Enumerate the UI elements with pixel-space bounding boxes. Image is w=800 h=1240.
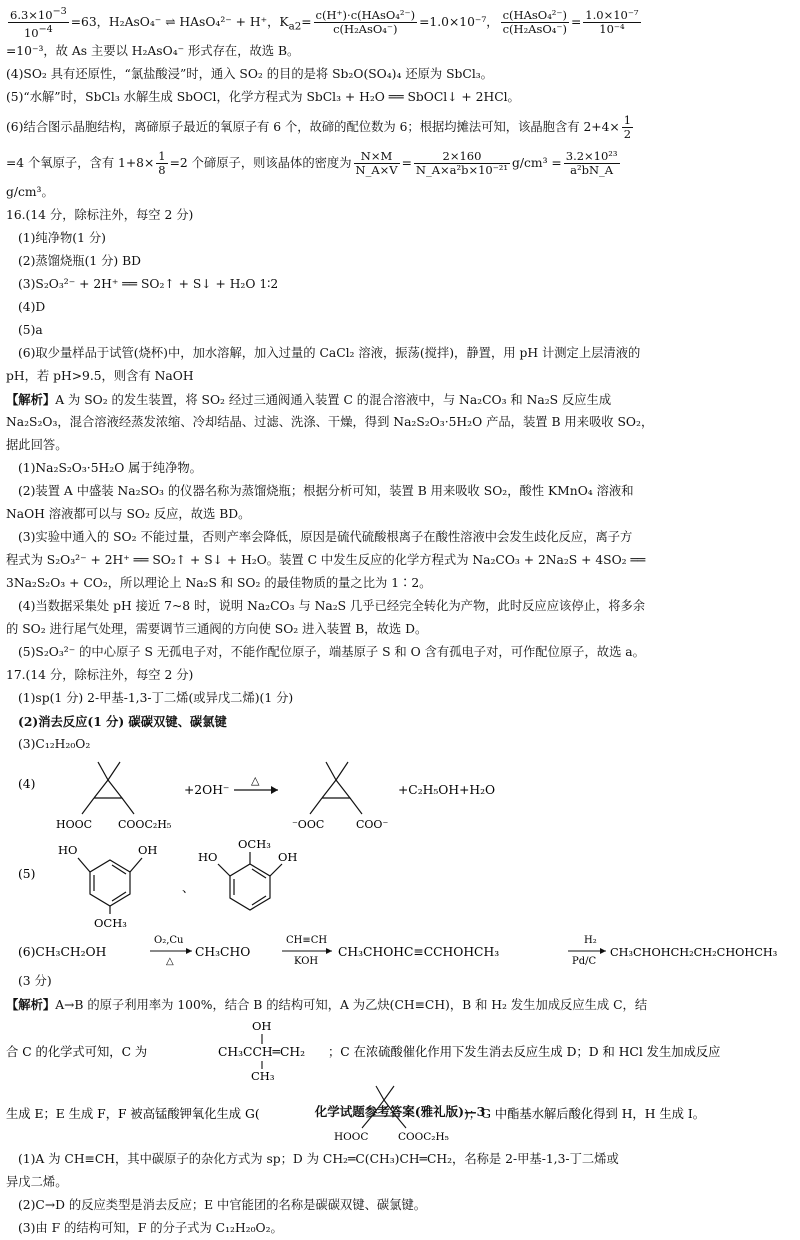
q17-answer-4 — [6, 756, 794, 834]
frac-num: 6.3×10 — [10, 8, 53, 22]
density-text: =2 个碲原子，则该晶体的密度为 — [169, 156, 352, 170]
frac-den-sup: −4 — [38, 24, 53, 35]
sec15-line5 — [6, 109, 794, 145]
frac-den: 10 — [23, 25, 39, 40]
oh-label: OH — [138, 843, 158, 857]
q17-analysis-2 — [6, 1016, 794, 1082]
frac-den: 2 — [623, 127, 632, 141]
q17-explain-1b: 异戊二烯。 — [6, 1175, 68, 1189]
q17-explain-3: (3)由 F 的结构可知，F 的分子式为 C₁₂H₂₀O₂。 — [18, 1221, 283, 1235]
fraction-ratio2 — [501, 9, 569, 36]
q16-answer-6a: (6)取少量样品于试管(烧杯)中，加水溶解，加入过量的 CaCl₂ 溶液，振荡(搅拌)，静置，用 pH 计测定上层清液的 — [18, 346, 641, 360]
cond3-bottom: Pd/C — [572, 956, 597, 967]
analysis-g-text: 生成 E；E 生成 F，F 被高锰酸钾氧化生成 G( — [6, 1107, 260, 1121]
q16-analysis-1 — [6, 388, 794, 411]
q16-answer-6b: pH，若 pH>9.5，则含有 NaOH — [6, 369, 194, 383]
ho-label: HO — [198, 850, 218, 864]
frac-den: N_A×V — [355, 163, 398, 177]
q16-explain-2a: (2)装置 A 中盛装 Na₂SO₃ 的仪器名称为蒸馏烧瓶；根据分析可知，装置 B 用来吸收 SO₂，酸性 KMnO₄ 溶液和 — [18, 484, 634, 498]
ka2-sub: a2 — [288, 20, 302, 33]
cond2-bottom: KOH — [294, 956, 319, 967]
sec15-line4: (5)“水解”时，SbCl₃ 水解生成 SbOCl，化学方程式为 SbCl₃ + H₂O ══ SbOCl↓ + 2HCl。 — [6, 90, 520, 104]
frac-num-sup: −3 — [52, 6, 67, 18]
answer-4-label: (4) — [18, 777, 36, 791]
fraction-density2 — [414, 150, 510, 177]
q16-explain-1: (1)Na₂S₂O₃·5H₂O 属于纯净物。 — [18, 461, 202, 475]
q16-analysis-3: 据此回答。 — [6, 438, 68, 452]
isomers-5-svg — [6, 834, 426, 930]
g-ester: COOC₂H₅ — [398, 1131, 449, 1143]
equilibrium-text: =63，H₂AsO₄⁻ ⇌ HAsO₄²⁻ + H⁺，K — [70, 15, 289, 29]
oh-label: OH — [278, 850, 298, 864]
frac-den: c(H₂AsO₄⁻) — [333, 22, 398, 36]
benzene-ring-1 — [78, 858, 142, 914]
fraction-density1 — [354, 150, 400, 177]
arrow-head — [271, 786, 278, 794]
c-formula: CH₃CCH═CH₂ — [218, 1045, 306, 1059]
frac-den: c(H₂AsO₄⁻) — [502, 22, 567, 36]
q16-analysis-2: Na₂S₂O₃，混合溶液经蒸发浓缩、冷却结晶、过滤、洗涤、干燥，得到 Na₂S₂O₃·5H₂O 产品，装置 B 用来吸收 SO₂， — [6, 415, 654, 429]
q17-answer-2: (2)消去反应(1 分) 碳碳双键、碳氯键 — [18, 714, 227, 729]
analysis-c-text2: ；C 在浓硫酸催化作用下发生消去反应生成 D；D 和 HCl 发生加成反应 — [328, 1045, 721, 1059]
cond1-bottom: △ — [166, 956, 174, 967]
sec15-line3: (4)SO₂ 具有还原性，“氯盐酸浸”时，通入 SO₂ 的目的是将 Sb₂O(SO₄)₄ 还原为 SbCl₃。 — [6, 67, 493, 81]
q17-answer-1: (1)sp(1 分) 2-甲基-1,3-丁二烯(或异戊二烯)(1 分) — [18, 691, 294, 705]
fraction-density3 — [564, 150, 620, 177]
frac-num: 1 — [158, 149, 166, 163]
carboxylate-left: ⁻OOC — [292, 818, 325, 831]
q16-answer-2: (2)蒸馏烧瓶(1 分) BD — [18, 254, 142, 268]
q16-explain-3c: 3Na₂S₂O₃ + CO₂，所以理论上 Na₂S 和 SO₂ 的最佳物质的量之比为 1∶2。 — [6, 576, 432, 590]
analysis-g-text2: )；G 中酯基水解后酸化得到 H，H 生成 I。 — [464, 1107, 706, 1121]
analysis-c-text: 合 C 的化学式可知，C 为 — [6, 1045, 148, 1059]
frac-den: 8 — [158, 163, 166, 177]
och3-label: OCH₃ — [238, 837, 271, 851]
sec15-line1: $\frac{6.3\times 10^{-3}}{10^{-4}}$ =63，H₂AsO₄⁻ ⇌ HAsO₄²⁻ + H⁺，$K_{a2}=$ $\frac{\text{c(H⁺)·c(HAsO₄²⁻)}}{\text{c(H₂AsO₄⁻)}}$ =1.0×10⁻⁷， $\frac{\text{c(HAsO₄²⁻)}}{\text{c(H₂AsO₄⁻)}}$ = $\frac{\text{1.0×10⁻⁷}}{\text{10⁻⁴}}$ — [10, 6, 639, 40]
acetaldehyde: CH₃CHO — [195, 945, 251, 959]
fraction-ratio3 — [583, 9, 640, 36]
arrow3-head — [600, 948, 606, 954]
frac-num: 2×160 — [414, 150, 510, 164]
g-hooc: HOOC — [334, 1131, 369, 1143]
cond1-top: O₂,Cu — [154, 935, 184, 946]
alkynediol: CH₃CHOHC≡CCHOHCH₃ — [338, 945, 500, 959]
c-oh-label: OH — [252, 1019, 272, 1033]
q17-answer-3: (3)C₁₂H₂₀O₂ — [18, 737, 91, 751]
och3-label: OCH₃ — [94, 916, 127, 930]
cyclopropane-ester — [82, 762, 134, 814]
fraction-ka2 — [314, 9, 418, 36]
analysis-text: A→B 的原子利用率为 100%，结合 B 的结构可知，A 为乙炔(CH≡CH)，B 和 H₂ 发生加成反应生成 C，结 — [55, 998, 648, 1012]
crystal-text2: =4 个氧原子，含有 1+8× — [6, 156, 155, 170]
analysis-tag: 【解析】 — [6, 997, 56, 1012]
hexanediol: CH₃CHOHCH₂CH₂CHOHCH₃ — [610, 946, 778, 959]
arrow2-head — [326, 948, 332, 954]
q16-answer-4: (4)D — [18, 300, 46, 314]
carboxylate-right: COO⁻ — [356, 818, 389, 831]
frac-num: 1 — [623, 113, 632, 127]
reaction-4-svg — [6, 756, 566, 834]
page-footer: 化学试题参考答案(雅礼版)—3 — [314, 1104, 486, 1119]
cooc2h5-label: COOC₂H₅ — [118, 818, 172, 831]
frac-num: 1.0×10⁻⁷ — [585, 8, 639, 22]
q16-heading: 16.(14 分，除标注外，每空 2 分) — [6, 208, 194, 222]
products-text: +C₂H₅OH+H₂O — [398, 783, 496, 797]
frac-den: 10⁻⁴ — [599, 22, 625, 36]
analysis-c-svg — [6, 1016, 796, 1082]
ka2-value: =1.0×10⁻⁷， — [419, 15, 499, 29]
q16-explain-4a: (4)当数据采集处 pH 接近 7~8 时，说明 Na₂CO₃ 与 Na₂S 几乎已经完全转化为产物，此时反应应该停止，将多余 — [18, 599, 646, 613]
answer-page — [6, 4, 794, 1240]
reagent-oh: +2OH⁻ — [184, 783, 230, 797]
frac-num: c(H⁺)·c(HAsO₄²⁻) — [315, 8, 416, 22]
sec15-line7: g/cm³。 — [6, 185, 54, 199]
crystal-text: (6)结合图示晶胞结构，离碲原子最近的氧原子有 6 个，故碲的配位数为 6；根据均摊法可知，该晶胞含有 2+4× — [6, 120, 620, 134]
q16-explain-4b: 的 SO₂ 进行尾气处理，需要调节三通阀的方向使 SO₂ 进入装置 B，故选 D。 — [6, 622, 428, 636]
q16-explain-3b: 程式为 S₂O₃²⁻ + 2H⁺ ══ SO₂↑ + S↓ + H₂O。装置 C 中发生反应的化学方程式为 Na₂CO₃ + 2Na₂S + 4SO₂ ══ — [6, 553, 646, 567]
ho-label: HO — [58, 843, 78, 857]
answer-5-label: (5) — [18, 867, 36, 881]
q17-explain-2: (2)C→D 的反应类型是消去反应；E 中官能团的名称是碳碳双键、碳氯键。 — [18, 1198, 427, 1212]
density-unit: g/cm³ = — [512, 156, 562, 170]
sec15-line2: =10⁻³，故 As 主要以 H₂AsO₄⁻ 形式存在，故选 B。 — [6, 44, 300, 58]
cond2-top: CH≡CH — [286, 935, 328, 946]
q17-answer-6-score: (3 分) — [18, 974, 52, 988]
fraction-half — [622, 114, 633, 141]
separator: 、 — [182, 881, 195, 895]
cond3-top: H₂ — [584, 935, 597, 946]
q16-answer-1: (1)纯净物(1 分) — [18, 231, 106, 245]
frac-num: N×M — [354, 150, 400, 164]
q16-answer-3: (3)S₂O₃²⁻ + 2H⁺ ══ SO₂↑ + S↓ + H₂O 1∶2 — [18, 277, 279, 291]
frac-den: a²bN_A — [570, 163, 614, 177]
hooc-label: HOOC — [56, 818, 93, 831]
q16-explain-2b: NaOH 溶液都可以与 SO₂ 反应，故选 BD。 — [6, 507, 251, 521]
analysis-text: A 为 SO₂ 的发生装置，将 SO₂ 经过三通阀通入装置 C 的混合溶液中，与 Na₂CO₃ 和 Na₂S 反应生成 — [55, 393, 612, 407]
q16-answer-5: (5)a — [18, 323, 43, 337]
start-material: (6)CH₃CH₂OH — [18, 945, 107, 959]
fraction-ratio — [8, 5, 69, 40]
q16-explain-3a: (3)实验中通入的 SO₂ 不能过量，否则产率会降低，原因是硫代硫酸根离子在酸性溶液中会发生歧化反应，离子方 — [18, 530, 633, 544]
frac-num: 3.2×10²³ — [565, 149, 618, 163]
benzene-ring-2 — [218, 852, 282, 910]
analysis-tag: 【解析】 — [6, 392, 56, 407]
sec15-line6 — [6, 145, 794, 181]
q17-answer-6 — [6, 930, 794, 970]
fraction-eighth — [156, 150, 167, 177]
q17-explain-1a: (1)A 为 CH≡CH，其中碳原子的杂化方式为 sp；D 为 CH₂═C(CH₃)CH═CH₂，名称是 2-甲基-1,3-丁二烯或 — [18, 1152, 619, 1166]
cyclopropane-dicarboxylate — [310, 762, 362, 814]
arrow1-head — [186, 948, 192, 954]
frac-num: c(HAsO₄²⁻) — [502, 8, 567, 22]
frac-den: N_A×a²b×10⁻²¹ — [415, 163, 509, 177]
q17-analysis-1 — [6, 993, 794, 1016]
equals: = — [401, 156, 412, 170]
q17-heading: 17.(14 分，除标注外，每空 2 分) — [6, 668, 194, 682]
c-ch3-label: CH₃ — [251, 1069, 275, 1082]
q17-answer-5 — [6, 834, 794, 930]
heat-condition: △ — [251, 774, 260, 787]
synthesis-route-svg — [6, 930, 796, 970]
q16-explain-5: (5)S₂O₃²⁻ 的中心原子 S 无孤电子对，不能作配位原子，端基原子 S 和 O 含有孤电子对，可作配位原子，故选 a。 — [18, 645, 645, 659]
